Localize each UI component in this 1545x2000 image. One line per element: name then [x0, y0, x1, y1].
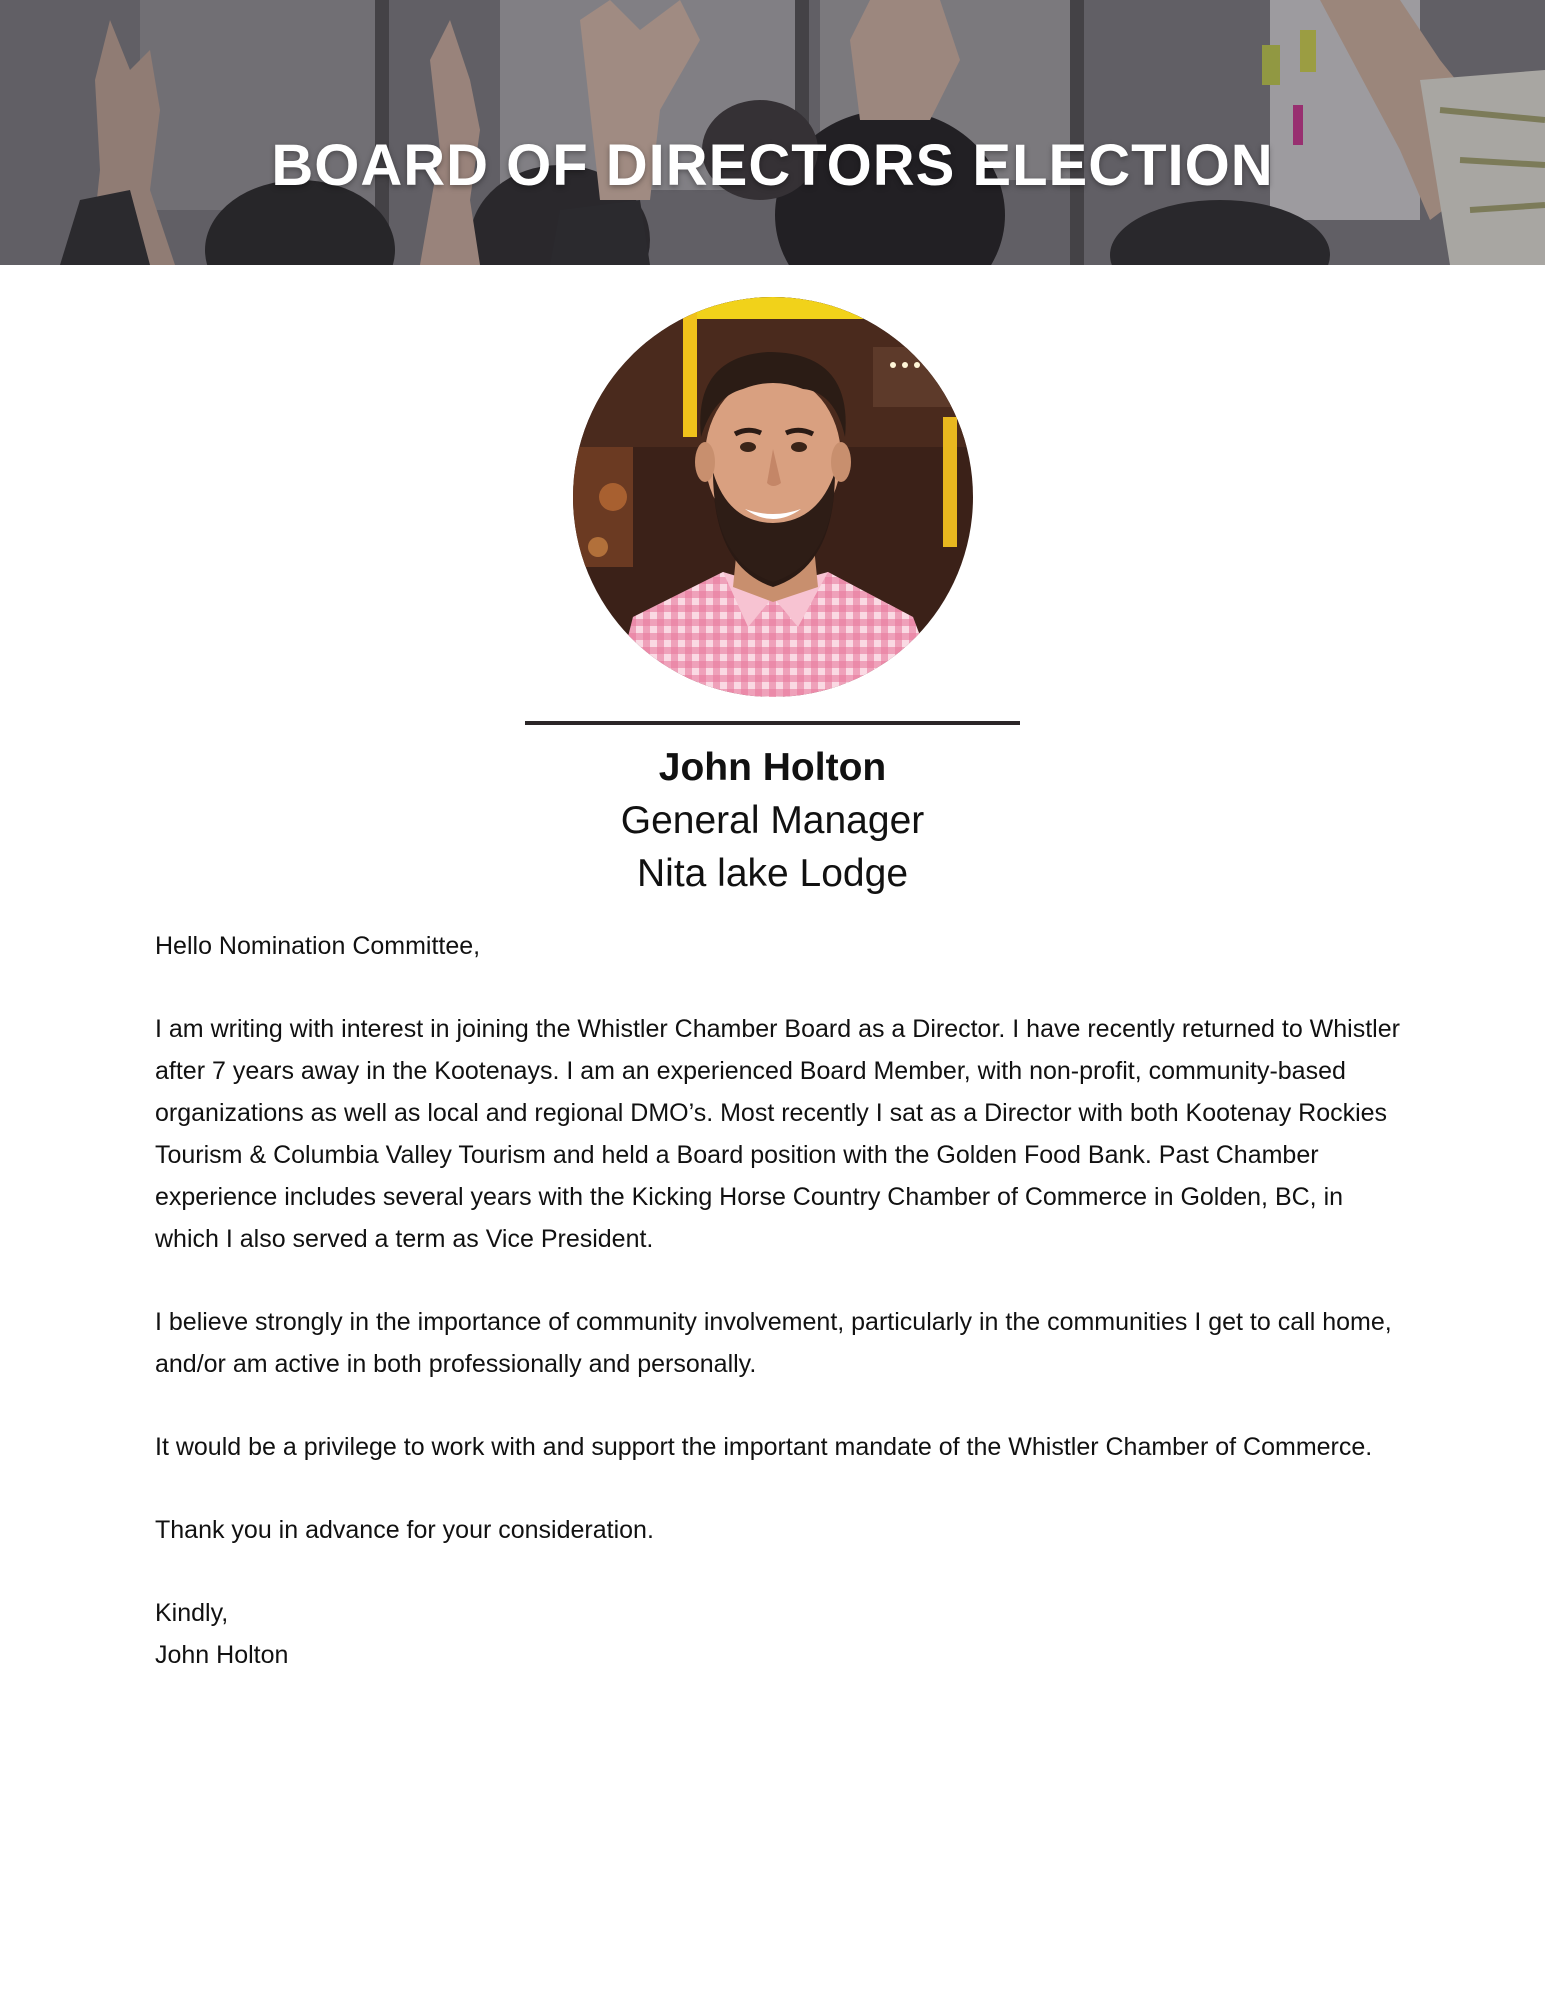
letter-body [155, 925, 1400, 1676]
candidate-photo [573, 297, 973, 697]
header-banner [0, 0, 1545, 265]
candidate-organization: Nita lake Lodge [636, 852, 909, 895]
candidate-title: General Manager [620, 799, 925, 842]
candidate-name: John Holton [658, 746, 887, 789]
letter-paragraph: I am writing with interest in joining the Whistler Chamber Board as a Director. I have recently returned to Whistler after 7 years away in the Kootenays. I am an experienced Board Member, with non-profit, community-based organizations as well as local and regional DMO’s. Most recently I sat as a Director with both Kootenay Rockies Tourism & Columbia Valley Tourism and held a Board position with the Golden Food Bank. Past Chamber experience includes several years with the Kicking Horse Country Chamber of Commerce in Golden, BC, in which I also served a term as Vice President. [155, 1015, 1400, 1253]
candidate-info [0, 742, 1545, 900]
letter-paragraph: Thank you in advance for your consideration. [155, 1516, 654, 1544]
name-divider [525, 721, 1020, 725]
letter-paragraph: I believe strongly in the importance of community involvement, particularly in the communities I get to call home, and/or am active in both professionally and personally. [155, 1308, 1392, 1378]
letter-paragraph: It would be a privilege to work with and support the important mandate of the Whistler Chamber of Commerce. [155, 1433, 1373, 1461]
letter-signature: John Holton [155, 1641, 289, 1669]
letter-closing: Kindly, [155, 1599, 229, 1627]
page-title: BOARD OF DIRECTORS ELECTION [271, 133, 1274, 198]
letter-greeting: Hello Nomination Committee, [155, 932, 481, 960]
